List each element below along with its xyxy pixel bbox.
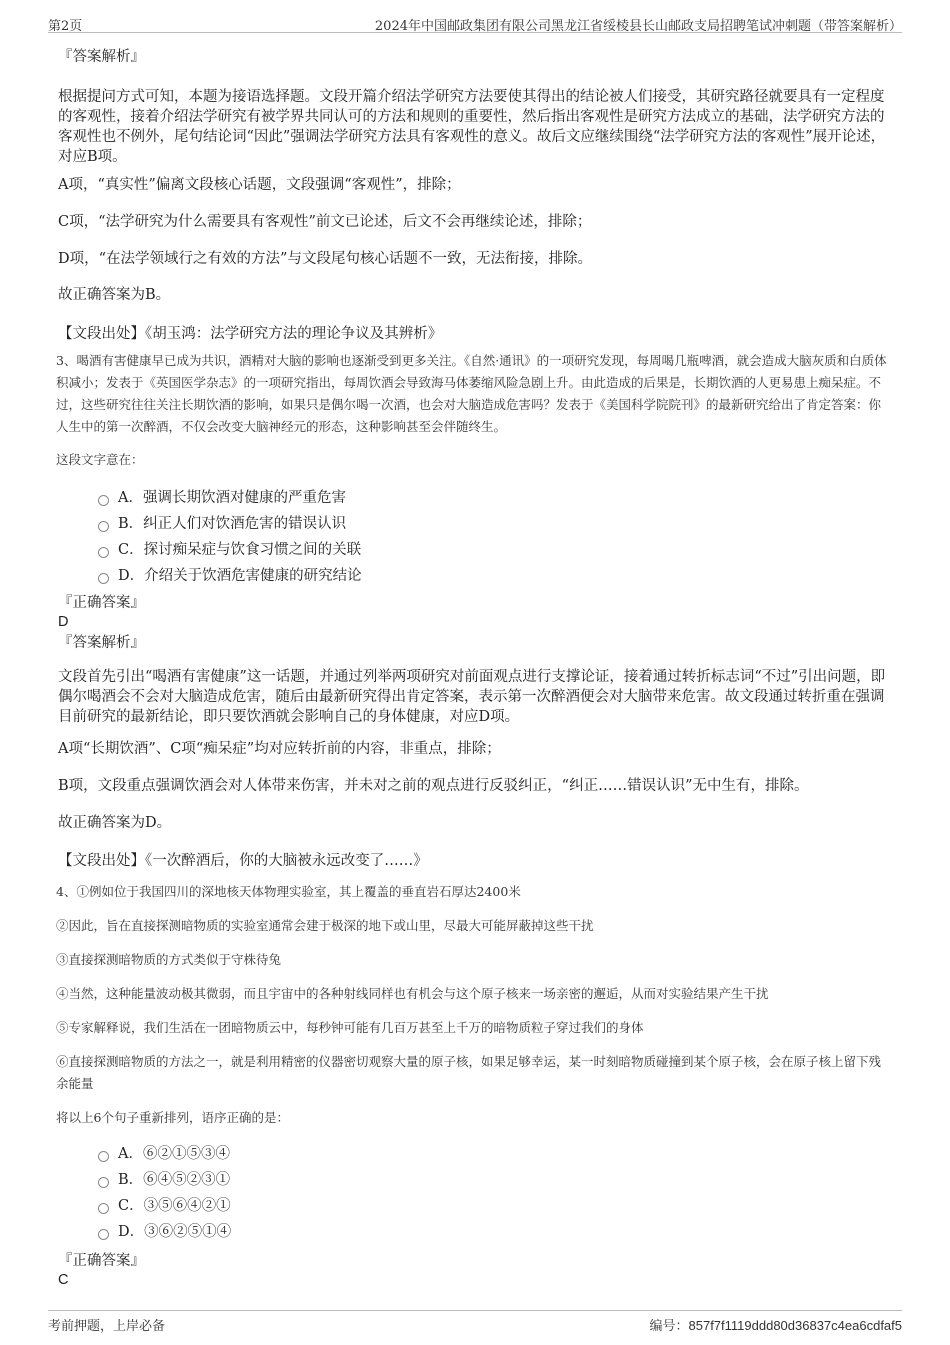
q4-sentence-4: ④当然，这种能量波动极其微弱，而且宇宙中的各种射线同样也有机会与这个原子核来一场亲密的邂逅，从而对实验结果产生干扰 bbox=[56, 986, 769, 1001]
q4-answer: C bbox=[58, 1272, 69, 1288]
q4-option-c-text: C．③⑤⑥④②① bbox=[118, 1198, 231, 1214]
q3-option-a[interactable] bbox=[98, 485, 890, 511]
q4-sentence-2: ②因此，旨在直接探测暗物质的实验室通常会建于极深的地下或山里，尽最大可能屏蔽掉这些干扰 bbox=[56, 918, 594, 933]
q4-option-a[interactable] bbox=[98, 1141, 890, 1167]
q3-conclusion: 故正确答案为D。 bbox=[58, 815, 172, 831]
page-header bbox=[48, 12, 902, 33]
q3-option-d-text: D．介绍关于饮酒危害健康的研究结论 bbox=[118, 568, 362, 584]
q3-option-c-text: C．探讨痴呆症与饮食习惯之间的关联 bbox=[118, 542, 362, 558]
q4-option-a-text: A．⑥②①⑤③④ bbox=[118, 1146, 230, 1162]
radio-icon[interactable] bbox=[98, 1229, 109, 1240]
q2-analysis-label: 『答案解析』 bbox=[58, 49, 145, 65]
radio-icon[interactable] bbox=[98, 547, 109, 558]
q3-option-b[interactable] bbox=[98, 511, 890, 537]
q4-sentence-1: 4、①例如位于我国四川的深地核天体物理实验室，其上覆盖的垂直岩石厚达2400米 bbox=[56, 884, 521, 899]
q4-option-b-text: B．⑥④⑤②③① bbox=[118, 1172, 231, 1188]
q2-analysis-paragraph: 根据提问方式可知，本题为接语选择题。文段开篇介绍法学研究方法要使其得出的结论被人们接受，其研究路径就要具有一定程度的客观性，接着介绍法学研究有被学界共同认可的方法和规则的重要性，然后指出客观性是研究方法成立的基础，法学研究方法的客观性也不例外，尾句结论词“因此”强调法学研究方法具有客观性的意义。故后文应继续围绕“法学研究方法的客观性”展开论述，对应B项。 bbox=[58, 89, 886, 165]
radio-icon[interactable] bbox=[98, 495, 109, 506]
q2-analysis-option-a: A项，“真实性”偏离文段核心话题，文段强调“客观性”，排除； bbox=[58, 177, 461, 193]
q2-analysis-option-c: C项，“法学研究为什么需要具有客观性”前文已论述，后文不会再继续论述，排除； bbox=[58, 214, 592, 230]
q4-answer-label: 『正确答案』 bbox=[58, 1253, 145, 1269]
q4-options bbox=[56, 1141, 890, 1245]
q3-analysis-label: 『答案解析』 bbox=[58, 635, 145, 651]
q3-option-b-text: B．纠正人们对饮酒危害的错误认识 bbox=[118, 516, 347, 532]
page-footer bbox=[48, 1310, 902, 1334]
radio-icon[interactable] bbox=[98, 573, 109, 584]
document-content bbox=[56, 38, 890, 1289]
q3-source: 【文段出处】《一次醉酒后，你的大脑被永远改变了……》 bbox=[58, 853, 428, 869]
q4-option-d-text: D．③⑥②⑤①④ bbox=[118, 1224, 232, 1240]
q2-source: 【文段出处】《胡玉鸿：法学研究方法的理论争议及其辨析》 bbox=[58, 326, 443, 342]
q3-answer-label: 『正确答案』 bbox=[58, 595, 145, 611]
radio-icon[interactable] bbox=[98, 1203, 109, 1214]
q3-option-c[interactable] bbox=[98, 537, 890, 563]
q3-analysis-option-ac: A项“长期饮酒”、C项“痴呆症”均对应转折前的内容，非重点，排除； bbox=[58, 741, 501, 757]
q3-option-d[interactable] bbox=[98, 563, 890, 589]
q3-prompt: 这段文字意在： bbox=[56, 452, 144, 467]
radio-icon[interactable] bbox=[98, 521, 109, 532]
radio-icon[interactable] bbox=[98, 1151, 109, 1162]
q3-answer: D bbox=[58, 614, 69, 630]
q4-prompt: 将以上6个句子重新排列，语序正确的是： bbox=[56, 1110, 289, 1125]
q4-sentence-3: ③直接探测暗物质的方式类似于守株待兔 bbox=[56, 952, 282, 967]
document-id: 编号：857f7f1119ddd80d36837c4ea6cdfaf5 bbox=[649, 1318, 902, 1333]
footer-slogan: 考前押题，上岸必备 bbox=[48, 1319, 166, 1334]
q3-analysis-paragraph: 文段首先引出“喝酒有害健康”这一话题，并通过列举两项研究对前面观点进行支撑论证，接着通过转折标志词“不过”引出问题，即偶尔喝酒会不会对大脑造成危害，随后由最新研究得出肯定答案，表示第一次醉酒便会对大脑带来危害。故文段通过转折重在强调目前研究的最新结论，即只要饮酒就会影响自己的身体健康，对应D项。 bbox=[58, 669, 886, 725]
q3-stem: 3、喝酒有害健康早已成为共识，酒精对大脑的影响也逐渐受到更多关注。《自然·通讯》的一项研究发现，每周喝几瓶啤酒，就会造成大脑灰质和白质体积减小；发表于《英国医学杂志》的一项研究指出，每周饮酒会导致海马体萎缩风险急剧上升。由此造成的后果是，长期饮酒的人更易患上痴呆症。不过，这些研究往往关注长期饮酒的影响，如果只是偶尔喝一次酒，也会对大脑造成危害吗？发表于《美国科学院院刊》的最新研究给出了肯定答案：你人生中的第一次醉酒，不仅会改变大脑神经元的形态，这种影响甚至会伴随终生。 bbox=[56, 353, 887, 434]
q3-options bbox=[56, 485, 890, 589]
q4-sentence-5: ⑤专家解释说，我们生活在一团暗物质云中，每秒钟可能有几百万甚至上千万的暗物质粒子穿过我们的身体 bbox=[56, 1020, 644, 1035]
q4-option-b[interactable] bbox=[98, 1167, 890, 1193]
q3-analysis-option-b: B项，文段重点强调饮酒会对人体带来伤害，并未对之前的观点进行反驳纠正，“纠正……错误认识”无中生有，排除。 bbox=[58, 778, 809, 794]
q4-sentence-6: ⑥直接探测暗物质的方法之一，就是利用精密的仪器密切观察大量的原子核，如果足够幸运，某一时刻暗物质碰撞到某个原子核，会在原子核上留下残余能量 bbox=[56, 1054, 882, 1091]
q2-conclusion: 故正确答案为B。 bbox=[58, 287, 171, 303]
page-number: 第2页 bbox=[48, 19, 83, 34]
q2-analysis-option-d: D项，“在法学领域行之有效的方法”与文段尾句核心话题不一致，无法衔接，排除。 bbox=[58, 251, 592, 267]
q4-option-d[interactable] bbox=[98, 1219, 890, 1245]
q4-option-c[interactable] bbox=[98, 1193, 890, 1219]
radio-icon[interactable] bbox=[98, 1177, 109, 1188]
document-title: 2024年中国邮政集团有限公司黑龙江省绥棱县长山邮政支局招聘笔试冲刺题（带答案解析） bbox=[374, 19, 902, 34]
q3-option-a-text: A．强调长期饮酒对健康的严重危害 bbox=[118, 490, 346, 506]
